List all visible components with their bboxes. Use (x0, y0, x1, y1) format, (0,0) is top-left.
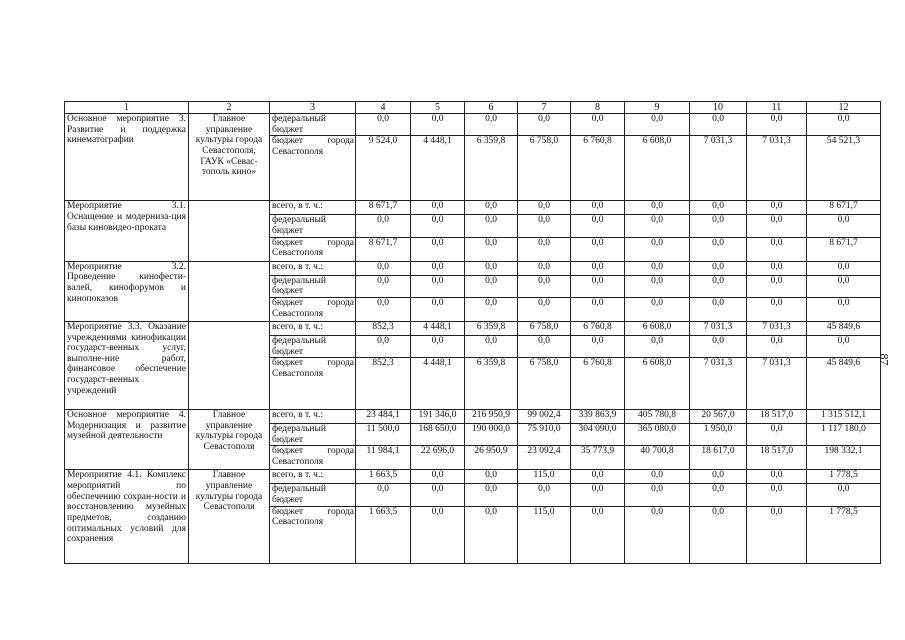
value-cell-col-10: 0,0 (690, 335, 747, 357)
funding-source: всего, в т. ч.: (270, 201, 356, 215)
value-cell-col-7: 6 758,0 (518, 321, 571, 335)
value-cell-col-12: 198 332,1 (807, 446, 881, 470)
funding-source: всего, в т. ч.: (270, 261, 356, 275)
value-cell-col-10: 0,0 (690, 275, 747, 297)
value-cell-col-8: 0,0 (571, 275, 625, 297)
value-cell-col-10: 0,0 (690, 484, 747, 506)
value-cell-col-9: 0,0 (625, 506, 690, 563)
value-cell-col-8: 6 760,8 (571, 321, 625, 335)
value-cell-col-8: 0,0 (571, 297, 625, 321)
funding-source: федеральный бюджет (270, 215, 356, 237)
value-cell-col-5: 0,0 (411, 237, 465, 261)
value-cell-col-6: 0,0 (465, 261, 518, 275)
column-header-5: 5 (411, 102, 465, 114)
value-cell-col-8: 0,0 (571, 335, 625, 357)
value-cell-col-5: 22 696,0 (411, 446, 465, 470)
value-cell-col-12: 0,0 (807, 297, 881, 321)
value-cell-col-9: 0,0 (625, 237, 690, 261)
value-cell-col-7: 115,0 (518, 506, 571, 563)
value-cell-col-4: 23 484,1 (356, 410, 411, 424)
value-cell-col-10: 0,0 (690, 215, 747, 237)
column-header-4: 4 (356, 102, 411, 114)
value-cell-col-6: 26 950,9 (465, 446, 518, 470)
funding-source: всего, в т. ч.: (270, 410, 356, 424)
value-cell-col-11: 7 031,3 (747, 136, 807, 201)
value-cell-col-6: 0,0 (465, 237, 518, 261)
funding-source: федеральный бюджет (270, 424, 356, 446)
value-cell-col-7: 6 758,0 (518, 136, 571, 201)
value-cell-col-4: 0,0 (356, 275, 411, 297)
activity-name: Мероприятие 4.1. Комплекс мероприятий по обеспечению сохран-ности и восстановлению музейных предметов, созданию оптимальных условий для сохранения (65, 470, 189, 563)
table-row (65, 470, 881, 484)
value-cell-col-9: 0,0 (625, 261, 690, 275)
value-cell-col-11: 7 031,3 (747, 358, 807, 410)
value-cell-col-4: 9 524,0 (356, 136, 411, 201)
column-header-8: 8 (571, 102, 625, 114)
value-cell-col-11: 0,0 (747, 114, 807, 136)
value-cell-col-12: 0,0 (807, 261, 881, 275)
value-cell-col-9: 0,0 (625, 484, 690, 506)
activity-name: Основное мероприятие 3. Развитие и поддержка кинематографии (65, 114, 189, 201)
value-cell-col-4: 0,0 (356, 297, 411, 321)
value-cell-col-8: 0,0 (571, 215, 625, 237)
value-cell-col-5: 191 346,0 (411, 410, 465, 424)
value-cell-col-6: 0,0 (465, 335, 518, 357)
value-cell-col-9: 0,0 (625, 114, 690, 136)
value-cell-col-12: 1 778,5 (807, 470, 881, 484)
value-cell-col-4: 0,0 (356, 215, 411, 237)
column-header-2: 2 (189, 102, 270, 114)
value-cell-col-12: 1 778,5 (807, 506, 881, 563)
value-cell-col-11: 0,0 (747, 275, 807, 297)
value-cell-col-6: 216 950,9 (465, 410, 518, 424)
value-cell-col-8: 0,0 (571, 506, 625, 563)
value-cell-col-7: 0,0 (518, 201, 571, 215)
value-cell-col-9: 0,0 (625, 470, 690, 484)
value-cell-col-9: 40 700,8 (625, 446, 690, 470)
value-cell-col-7: 23 092,4 (518, 446, 571, 470)
funding-source: бюджет города Севастополя (270, 358, 356, 410)
value-cell-col-11: 0,0 (747, 484, 807, 506)
value-cell-col-8: 339 863,9 (571, 410, 625, 424)
page-number: 87 (877, 353, 892, 366)
column-header-11: 11 (747, 102, 807, 114)
table-row (65, 201, 881, 215)
value-cell-col-9: 6 608,0 (625, 321, 690, 335)
value-cell-col-7: 0,0 (518, 484, 571, 506)
value-cell-col-4: 0,0 (356, 261, 411, 275)
value-cell-col-8: 0,0 (571, 201, 625, 215)
value-cell-col-7: 75 910,0 (518, 424, 571, 446)
value-cell-col-4: 8 671,7 (356, 237, 411, 261)
funding-source: федеральный бюджет (270, 335, 356, 357)
value-cell-col-11: 18 517,0 (747, 446, 807, 470)
activity-name: Мероприятие 3.2. Проведение кинофести-валей, кинофорумов и кинопоказов (65, 261, 189, 321)
value-cell-col-10: 18 617,0 (690, 446, 747, 470)
value-cell-col-10: 20 567,0 (690, 410, 747, 424)
value-cell-col-7: 0,0 (518, 237, 571, 261)
value-cell-col-11: 0,0 (747, 335, 807, 357)
value-cell-col-12: 8 671,7 (807, 237, 881, 261)
executor (189, 321, 270, 409)
value-cell-col-9: 6 608,0 (625, 136, 690, 201)
value-cell-col-12: 45 849,6 (807, 321, 881, 335)
activity-name: Мероприятие 3.1. Оснащение и модерниза-ция базы киновидео-проката (65, 201, 189, 261)
value-cell-col-7: 99 002,4 (518, 410, 571, 424)
column-header-6: 6 (465, 102, 518, 114)
column-header-row (65, 102, 881, 114)
value-cell-col-4: 11 984,1 (356, 446, 411, 470)
value-cell-col-7: 0,0 (518, 275, 571, 297)
funding-source: всего, в т. ч.: (270, 321, 356, 335)
value-cell-col-5: 4 448,1 (411, 358, 465, 410)
value-cell-col-10: 7 031,3 (690, 136, 747, 201)
value-cell-col-12: 0,0 (807, 275, 881, 297)
value-cell-col-5: 4 448,1 (411, 321, 465, 335)
value-cell-col-5: 0,0 (411, 201, 465, 215)
table-body (65, 114, 881, 564)
value-cell-col-12: 8 671,7 (807, 201, 881, 215)
value-cell-col-4: 0,0 (356, 114, 411, 136)
funding-source: бюджет города Севастополя (270, 506, 356, 563)
funding-source: федеральный бюджет (270, 114, 356, 136)
table-row (65, 410, 881, 424)
value-cell-col-12: 0,0 (807, 215, 881, 237)
value-cell-col-5: 0,0 (411, 261, 465, 275)
value-cell-col-4: 8 671,7 (356, 201, 411, 215)
column-header-9: 9 (625, 102, 690, 114)
value-cell-col-10: 0,0 (690, 237, 747, 261)
value-cell-col-10: 0,0 (690, 114, 747, 136)
executor: Главное управление культуры города Севастополя (189, 470, 270, 563)
value-cell-col-8: 6 760,8 (571, 136, 625, 201)
value-cell-col-10: 7 031,3 (690, 321, 747, 335)
value-cell-col-11: 0,0 (747, 201, 807, 215)
funding-source: федеральный бюджет (270, 484, 356, 506)
value-cell-col-7: 0,0 (518, 215, 571, 237)
value-cell-col-8: 304 090,0 (571, 424, 625, 446)
value-cell-col-4: 0,0 (356, 335, 411, 357)
funding-source: бюджет города Севастополя (270, 136, 356, 201)
value-cell-col-9: 0,0 (625, 297, 690, 321)
value-cell-col-5: 0,0 (411, 335, 465, 357)
value-cell-col-6: 190 000,0 (465, 424, 518, 446)
column-header-7: 7 (518, 102, 571, 114)
value-cell-col-8: 35 773,9 (571, 446, 625, 470)
value-cell-col-4: 11 500,0 (356, 424, 411, 446)
value-cell-col-8: 0,0 (571, 237, 625, 261)
value-cell-col-5: 0,0 (411, 114, 465, 136)
value-cell-col-8: 0,0 (571, 484, 625, 506)
value-cell-col-12: 0,0 (807, 484, 881, 506)
value-cell-col-6: 0,0 (465, 275, 518, 297)
executor (189, 261, 270, 321)
column-header-12: 12 (807, 102, 881, 114)
funding-source: федеральный бюджет (270, 275, 356, 297)
value-cell-col-9: 0,0 (625, 215, 690, 237)
funding-source: бюджет города Севастополя (270, 446, 356, 470)
value-cell-col-11: 0,0 (747, 215, 807, 237)
value-cell-col-7: 0,0 (518, 261, 571, 275)
value-cell-col-8: 0,0 (571, 114, 625, 136)
value-cell-col-11: 0,0 (747, 470, 807, 484)
value-cell-col-12: 0,0 (807, 114, 881, 136)
value-cell-col-6: 6 359,8 (465, 321, 518, 335)
value-cell-col-5: 4 448,1 (411, 136, 465, 201)
value-cell-col-6: 0,0 (465, 484, 518, 506)
value-cell-col-7: 0,0 (518, 114, 571, 136)
value-cell-col-11: 18 517,0 (747, 410, 807, 424)
value-cell-col-10: 7 031,3 (690, 358, 747, 410)
value-cell-col-10: 0,0 (690, 506, 747, 563)
value-cell-col-6: 6 359,8 (465, 136, 518, 201)
value-cell-col-6: 0,0 (465, 297, 518, 321)
value-cell-col-6: 0,0 (465, 201, 518, 215)
activity-name: Основное мероприятие 4. Модернизация и развитие музейной деятельности (65, 410, 189, 470)
funding-source: всего, в т. ч.: (270, 470, 356, 484)
value-cell-col-5: 168 650,0 (411, 424, 465, 446)
value-cell-col-11: 0,0 (747, 424, 807, 446)
value-cell-col-7: 6 758,0 (518, 358, 571, 410)
budget-table (64, 101, 881, 564)
value-cell-col-4: 1 663,5 (356, 506, 411, 563)
table-row (65, 261, 881, 275)
value-cell-col-11: 0,0 (747, 261, 807, 275)
executor: Главное управление культуры города Севастополя (189, 410, 270, 470)
column-header-10: 10 (690, 102, 747, 114)
value-cell-col-9: 6 608,0 (625, 358, 690, 410)
value-cell-col-5: 0,0 (411, 470, 465, 484)
value-cell-col-6: 0,0 (465, 506, 518, 563)
value-cell-col-8: 0,0 (571, 261, 625, 275)
value-cell-col-10: 0,0 (690, 297, 747, 321)
value-cell-col-10: 1 950,0 (690, 424, 747, 446)
table-row (65, 114, 881, 136)
value-cell-col-5: 0,0 (411, 275, 465, 297)
value-cell-col-10: 0,0 (690, 470, 747, 484)
value-cell-col-6: 0,0 (465, 470, 518, 484)
value-cell-col-6: 0,0 (465, 215, 518, 237)
value-cell-col-11: 0,0 (747, 297, 807, 321)
value-cell-col-9: 405 780,8 (625, 410, 690, 424)
value-cell-col-11: 0,0 (747, 506, 807, 563)
funding-source: бюджет города Севастополя (270, 297, 356, 321)
value-cell-col-7: 0,0 (518, 335, 571, 357)
value-cell-col-9: 365 080,0 (625, 424, 690, 446)
value-cell-col-5: 0,0 (411, 297, 465, 321)
value-cell-col-10: 0,0 (690, 261, 747, 275)
executor (189, 201, 270, 261)
column-header-3: 3 (270, 102, 356, 114)
value-cell-col-11: 7 031,3 (747, 321, 807, 335)
value-cell-col-12: 54 521,3 (807, 136, 881, 201)
column-header-1: 1 (65, 102, 189, 114)
value-cell-col-5: 0,0 (411, 484, 465, 506)
value-cell-col-10: 0,0 (690, 201, 747, 215)
value-cell-col-8: 0,0 (571, 470, 625, 484)
value-cell-col-9: 0,0 (625, 275, 690, 297)
funding-source: бюджет города Севастополя (270, 237, 356, 261)
value-cell-col-5: 0,0 (411, 215, 465, 237)
value-cell-col-12: 45 849,6 (807, 358, 881, 410)
value-cell-col-9: 0,0 (625, 201, 690, 215)
value-cell-col-6: 6 359,8 (465, 358, 518, 410)
value-cell-col-11: 0,0 (747, 237, 807, 261)
value-cell-col-4: 852,3 (356, 358, 411, 410)
value-cell-col-5: 0,0 (411, 506, 465, 563)
table-row (65, 321, 881, 335)
value-cell-col-4: 852,3 (356, 321, 411, 335)
value-cell-col-8: 6 760,8 (571, 358, 625, 410)
activity-name: Мероприятие 3.3. Оказание учреждениями кинофикации государст-венных услуг, выполне-ние работ, финансовое обеспечение государст-венных учреждений (65, 321, 189, 409)
value-cell-col-6: 0,0 (465, 114, 518, 136)
executor: Главное управление культуры города Севастополя, ГАУК «Севас-тополь кино» (189, 114, 270, 201)
value-cell-col-7: 0,0 (518, 297, 571, 321)
value-cell-col-4: 1 663,5 (356, 470, 411, 484)
value-cell-col-9: 0,0 (625, 335, 690, 357)
value-cell-col-12: 1 117 180,0 (807, 424, 881, 446)
value-cell-col-12: 0,0 (807, 335, 881, 357)
value-cell-col-12: 1 315 512,1 (807, 410, 881, 424)
value-cell-col-7: 115,0 (518, 470, 571, 484)
value-cell-col-4: 0,0 (356, 484, 411, 506)
